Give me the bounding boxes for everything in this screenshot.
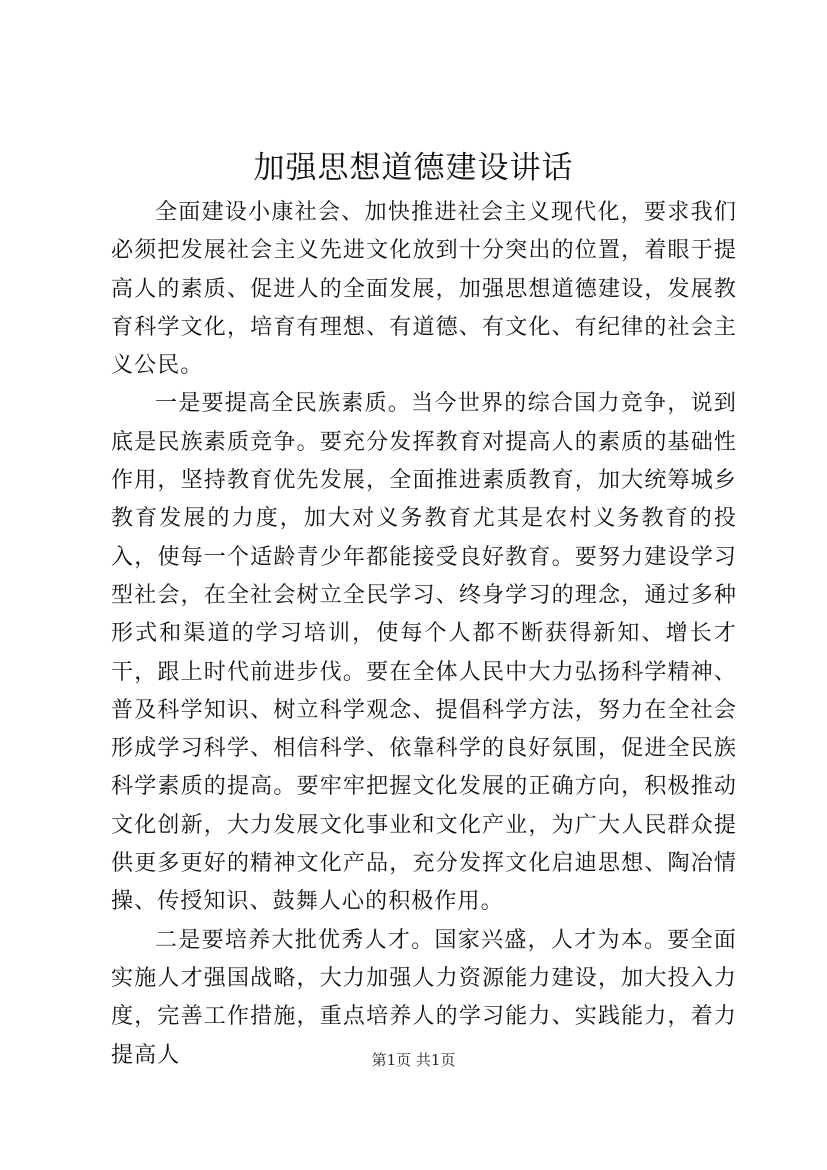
paragraph-point-two: 二是要培养大批优秀人才。国家兴盛，人才为本。要全面实施人才强国战略，大力加强人力资源能力建设，加大投入力度，完善工作措施，重点培养人的学习能力、实践能力，着力提高人	[111, 927, 737, 1068]
document-body	[111, 194, 737, 1075]
paragraph-point-one: 一是要提高全民族素质。当今世界的综合国力竞争，说到底是民族素质竞争。要充分发挥教育对提高人的素质的基础性作用，坚持教育优先发展，全面推进素质教育，加大统筹城乡教育发展的力度，加大对义务教育尤其是农村义务教育的投入，使每一个适龄青少年都能接受良好教育。要努力建设学习型社会，在全社会树立全民学习、终身学习的理念，通过多种形式和渠道的学习培训，使每个人都不断获得新知、增长才干，跟上时代前进步伐。要在全体人民中大力弘扬科学精神、普及科学知识、树立科学观念、提倡科学方法，努力在全社会形成学习科学、相信科学、依靠科学的良好氛围，促进全民族科学素质的提高。要牢牢把握文化发展的正确方向，积极推动文化创新，大力发展文化事业和文化产业，为广大人民群众提供更多更好的精神文化产品，充分发挥文化启迪思想、陶冶情操、传授知识、鼓舞人心的积极作用。	[111, 391, 737, 915]
paragraph-intro: 全面建设小康社会、加快推进社会主义现代化，要求我们必须把发展社会主义先进文化放到十分突出的位置，着眼于提高人的素质、促进人的全面发展，加强思想道德建设，发展教育科学文化，培育有理想、有道德、有文化、有纪律的社会主义公民。	[111, 200, 737, 379]
document-title: 加强思想道德建设讲话	[253, 150, 574, 186]
page-number-footer: 第1页 共1页	[371, 1051, 456, 1069]
